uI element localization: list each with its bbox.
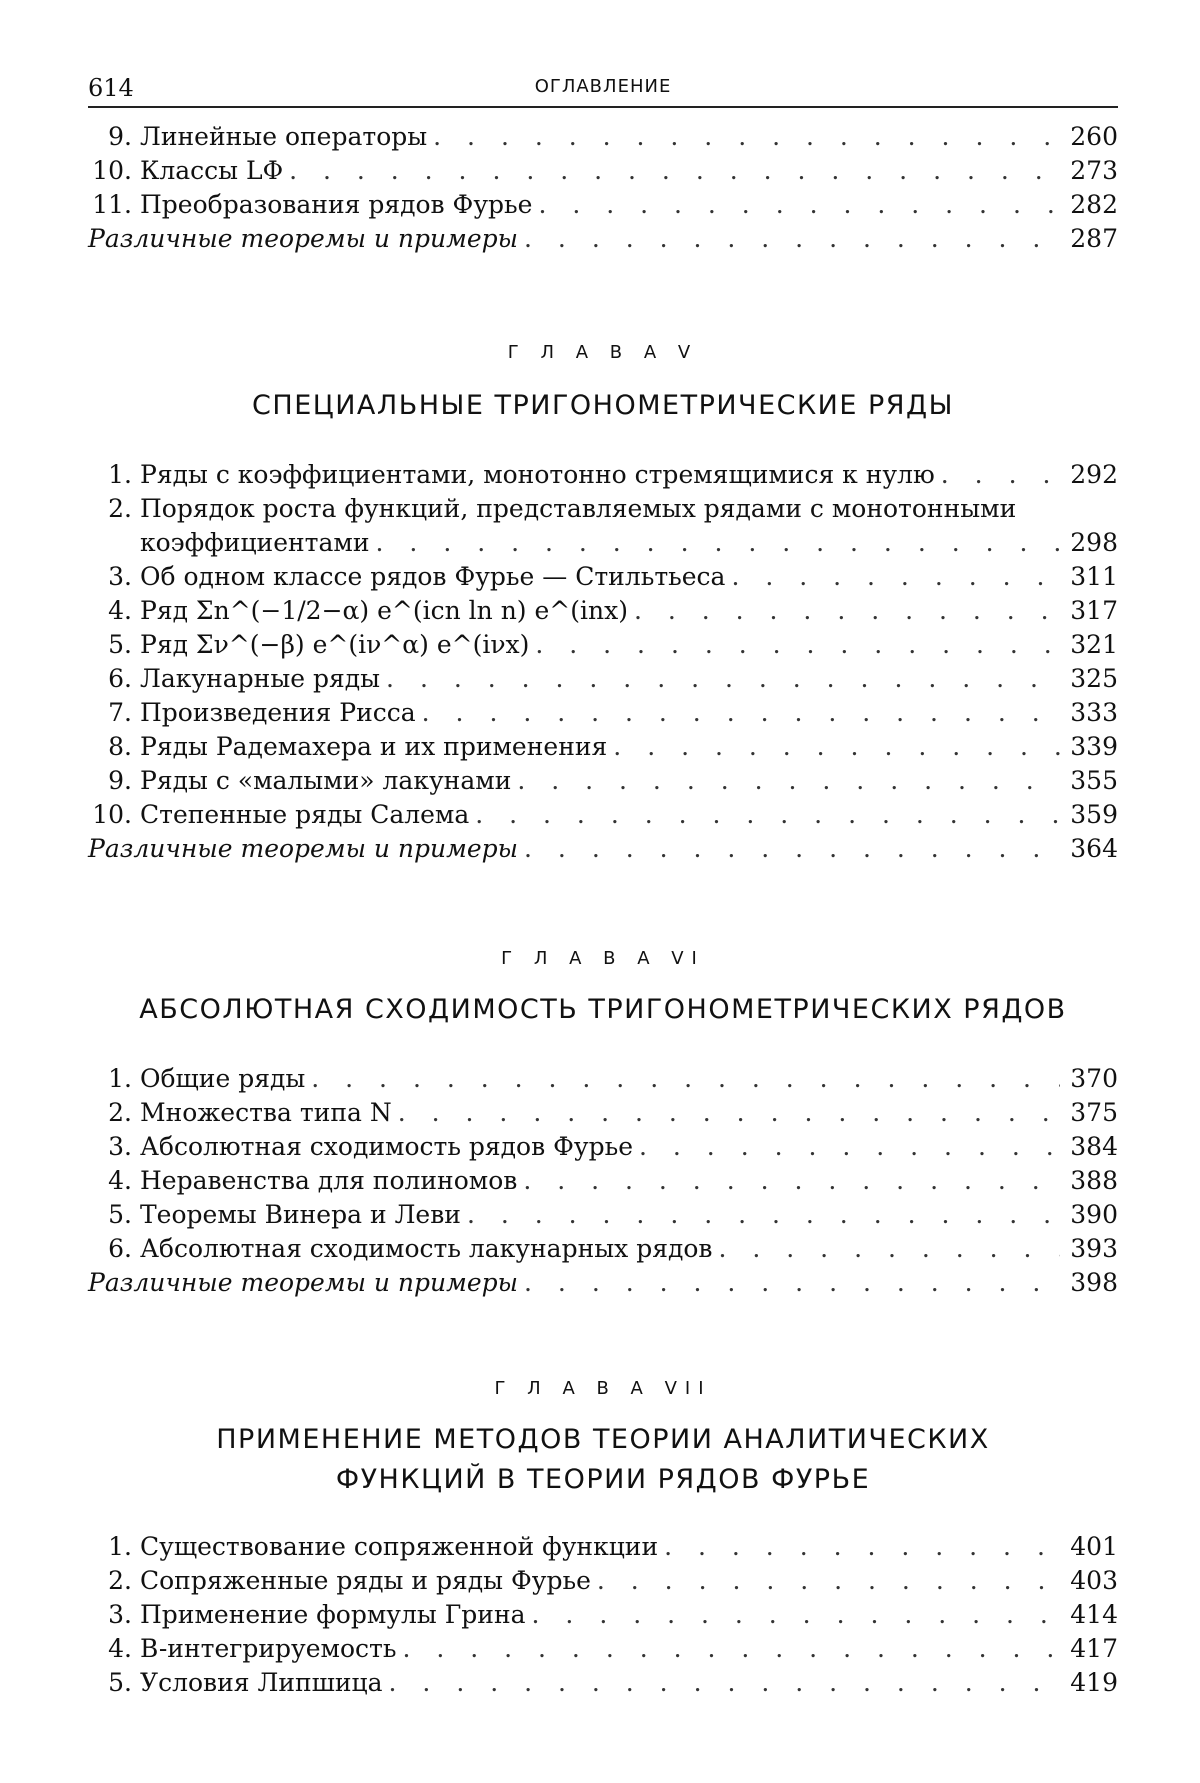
- chapter-title: [88, 386, 1118, 426]
- chapter-title-line: ФУНКЦИЙ В ТЕОРИИ РЯДОВ ФУРЬЕ: [335, 1464, 871, 1495]
- entry-page: 359: [1070, 800, 1118, 829]
- entry-title: Теоремы Винера и Леви: [140, 1200, 461, 1229]
- entry-page: 287: [1070, 224, 1118, 253]
- toc-entry[interactable]: [88, 1530, 1118, 1564]
- dot-leader: [389, 1666, 1060, 1700]
- entry-number: 6.: [108, 664, 132, 693]
- entry-title: коэффициентами: [140, 528, 370, 557]
- entry-title: Лакунарные ряды: [140, 664, 381, 693]
- chapter-title: [88, 1420, 1118, 1500]
- dot-leader: [386, 662, 1060, 696]
- toc-entry-misc[interactable]: [88, 222, 1118, 256]
- entry-number: 9.: [108, 122, 132, 151]
- entry-number: 4.: [108, 596, 132, 625]
- entry-title: Ряд Σn^(−1/2−α) e^(icn ln n) e^(inx): [140, 596, 628, 625]
- dot-leader: [535, 628, 1060, 662]
- entry-title: Ряды Радемахера и их применения: [140, 732, 608, 761]
- entry-page: 401: [1070, 1532, 1118, 1561]
- entry-number: 5.: [108, 630, 132, 659]
- dot-leader: [532, 1598, 1060, 1632]
- entry-page: 273: [1070, 156, 1118, 185]
- entry-number: 10.: [92, 800, 132, 829]
- entry-page: 414: [1070, 1600, 1118, 1629]
- entry-page: 390: [1070, 1200, 1118, 1229]
- entry-title: Множества типа N: [140, 1098, 392, 1127]
- dot-leader: [524, 832, 1060, 866]
- dot-leader: [475, 798, 1060, 832]
- chapter-title-line: АБСОЛЮТНАЯ СХОДИМОСТЬ ТРИГОНОМЕТРИЧЕСКИХ РЯДОВ: [139, 994, 1067, 1025]
- entry-number: 4.: [108, 1634, 132, 1663]
- entry-title: Ряды с коэффициентами, монотонно стремящимися к нулю: [140, 460, 935, 489]
- entry-title: Ряды с «малыми» лакунами: [140, 766, 512, 795]
- entry-number: 1.: [108, 1064, 132, 1093]
- toc-entry[interactable]: [88, 730, 1118, 764]
- entry-number: 4.: [108, 1166, 132, 1195]
- dot-leader: [524, 1266, 1060, 1300]
- dot-leader: [422, 696, 1060, 730]
- entry-number: 8.: [108, 732, 132, 761]
- entry-page: 325: [1070, 664, 1118, 693]
- entry-page: 333: [1070, 698, 1118, 727]
- entry-page: 417: [1070, 1634, 1118, 1663]
- entry-page: 393: [1070, 1234, 1118, 1263]
- dot-leader: [731, 560, 1060, 594]
- toc-entry[interactable]: [88, 560, 1118, 594]
- entry-title: Порядок роста функций, представляемых рядами с монотонными: [140, 494, 1017, 523]
- chapter-label: Г Л А В А VII: [494, 1378, 712, 1399]
- chapter-title: [88, 990, 1118, 1030]
- toc-chapter-6-list: [88, 1062, 1118, 1300]
- entry-page: 355: [1070, 766, 1118, 795]
- dot-leader: [639, 1130, 1060, 1164]
- toc-entry[interactable]: [88, 662, 1118, 696]
- page-number: 614: [88, 74, 134, 102]
- dot-leader: [289, 154, 1060, 188]
- chapter-title-line: СПЕЦИАЛЬНЫЕ ТРИГОНОМЕТРИЧЕСКИЕ РЯДЫ: [252, 390, 954, 421]
- entry-page: 282: [1070, 190, 1118, 219]
- entry-number: 2.: [108, 1566, 132, 1595]
- chapter-title-line: ПРИМЕНЕНИЕ МЕТОДОВ ТЕОРИИ АНАЛИТИЧЕСКИХ: [216, 1424, 990, 1455]
- dot-leader: [398, 1096, 1060, 1130]
- toc-entry[interactable]: [88, 1096, 1118, 1130]
- entry-title: Различные теоремы и примеры: [88, 224, 519, 253]
- toc-entry[interactable]: [88, 1564, 1118, 1598]
- dot-leader: [517, 764, 1060, 798]
- entry-title: Произведения Рисса: [140, 698, 416, 727]
- entry-title: Условия Липшица: [140, 1668, 383, 1697]
- entry-number: 5.: [108, 1200, 132, 1229]
- toc-entry[interactable]: [88, 1632, 1118, 1666]
- entry-number: 2.: [108, 494, 132, 523]
- entry-page: 339: [1070, 732, 1118, 761]
- toc-entry[interactable]: [88, 1232, 1118, 1266]
- entry-number: 11.: [92, 190, 132, 219]
- entry-number: 10.: [92, 156, 132, 185]
- entry-page: 298: [1070, 528, 1118, 557]
- chapter-label: Г Л А В А VI: [501, 948, 705, 969]
- entry-number: 1.: [108, 460, 132, 489]
- running-head: [88, 70, 1118, 110]
- dot-leader: [524, 222, 1060, 256]
- entry-number: 2.: [108, 1098, 132, 1127]
- entry-number: 5.: [108, 1668, 132, 1697]
- toc-continued-list: [88, 120, 1118, 256]
- toc-entry[interactable]: [88, 154, 1118, 188]
- entry-title: Различные теоремы и примеры: [88, 1268, 519, 1297]
- entry-page: 403: [1070, 1566, 1118, 1595]
- entry-page: 388: [1070, 1166, 1118, 1195]
- dot-leader: [538, 188, 1060, 222]
- dot-leader: [433, 120, 1060, 154]
- entry-title: Сопряженные ряды и ряды Фурье: [140, 1566, 591, 1595]
- entry-page: 398: [1070, 1268, 1118, 1297]
- toc-entry[interactable]: [88, 188, 1118, 222]
- entry-title: Общие ряды: [140, 1064, 306, 1093]
- toc-entry[interactable]: [88, 628, 1118, 662]
- dot-leader: [376, 526, 1060, 560]
- entry-number: 3.: [108, 562, 132, 591]
- toc-entry[interactable]: [88, 458, 1118, 492]
- entry-title: Преобразования рядов Фурье: [140, 190, 533, 219]
- toc-entry[interactable]: [88, 764, 1118, 798]
- entry-number: 3.: [108, 1132, 132, 1161]
- entry-title: Существование сопряженной функции: [140, 1532, 659, 1561]
- toc-chapter-5-list: [88, 458, 1118, 866]
- dot-leader: [523, 1164, 1060, 1198]
- entry-title: Степенные ряды Салема: [140, 800, 470, 829]
- toc-entry[interactable]: [88, 798, 1118, 832]
- entry-page: 364: [1070, 834, 1118, 863]
- entry-page: 292: [1070, 460, 1118, 489]
- toc-entry[interactable]: [88, 1062, 1118, 1096]
- toc-entry[interactable]: [88, 1130, 1118, 1164]
- entry-title: B-интегрируемость: [140, 1634, 397, 1663]
- toc-entry[interactable]: [88, 1598, 1118, 1632]
- dot-leader: [634, 594, 1060, 628]
- entry-title: Неравенства для полиномов: [140, 1166, 518, 1195]
- entry-title: Абсолютная сходимость рядов Фурье: [140, 1132, 634, 1161]
- entry-number: 3.: [108, 1600, 132, 1629]
- dot-leader: [467, 1198, 1060, 1232]
- toc-entry[interactable]: [88, 1198, 1118, 1232]
- entry-page: 317: [1070, 596, 1118, 625]
- entry-title: Линейные операторы: [140, 122, 428, 151]
- dot-leader: [613, 730, 1060, 764]
- entry-page: 260: [1070, 122, 1118, 151]
- chapter-label: Г Л А В А V: [507, 342, 699, 363]
- entry-number: 9.: [108, 766, 132, 795]
- dot-leader: [597, 1564, 1060, 1598]
- toc-chapter-7-list: [88, 1530, 1118, 1700]
- toc-entry[interactable]: [88, 492, 1118, 526]
- entry-title: Классы LΦ: [140, 156, 284, 185]
- entry-page: 311: [1070, 562, 1118, 591]
- entry-page: 370: [1070, 1064, 1118, 1093]
- dot-leader: [402, 1632, 1060, 1666]
- toc-entry[interactable]: [88, 696, 1118, 730]
- entry-page: 384: [1070, 1132, 1118, 1161]
- toc-entry-misc[interactable]: [88, 1266, 1118, 1300]
- toc-entry-misc[interactable]: [88, 832, 1118, 866]
- entry-page: 419: [1070, 1668, 1118, 1697]
- header-rule: [88, 106, 1118, 108]
- running-title: ОГЛАВЛЕНИЕ: [534, 76, 672, 97]
- entry-title: Об одном классе рядов Фурье — Стильтьеса: [140, 562, 726, 591]
- toc-entry[interactable]: [88, 120, 1118, 154]
- toc-entry[interactable]: [88, 594, 1118, 628]
- dot-leader: [719, 1232, 1061, 1266]
- toc-entry[interactable]: [88, 1164, 1118, 1198]
- entry-title: Различные теоремы и примеры: [88, 834, 519, 863]
- entry-title: Абсолютная сходимость лакунарных рядов: [140, 1234, 713, 1263]
- entry-number: 1.: [108, 1532, 132, 1561]
- entry-page: 321: [1070, 630, 1118, 659]
- dot-leader: [311, 1062, 1060, 1096]
- toc-entry-continuation[interactable]: [88, 526, 1118, 560]
- entry-title: Ряд Σν^(−β) e^(iν^α) e^(iνx): [140, 630, 530, 659]
- entry-number: 6.: [108, 1234, 132, 1263]
- entry-number: 7.: [108, 698, 132, 727]
- entry-page: 375: [1070, 1098, 1118, 1127]
- dot-leader: [941, 458, 1060, 492]
- entry-title: Применение формулы Грина: [140, 1600, 526, 1629]
- dot-leader: [664, 1530, 1060, 1564]
- toc-entry[interactable]: [88, 1666, 1118, 1700]
